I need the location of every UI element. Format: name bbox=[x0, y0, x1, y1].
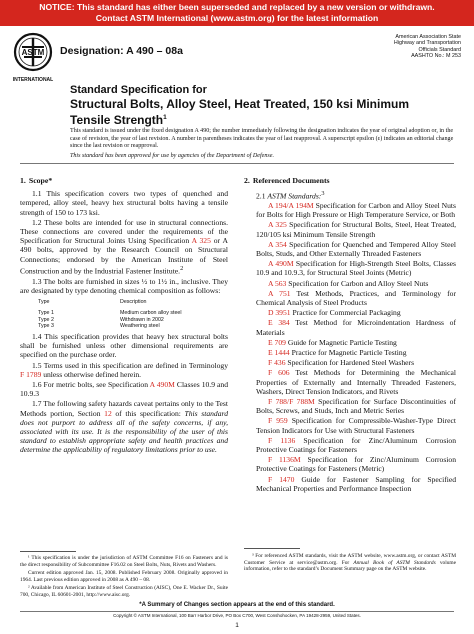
ref-link-a490m[interactable]: A 490M bbox=[149, 379, 175, 389]
footnotes-left bbox=[20, 555, 228, 601]
paragraph-1-7: 1.7 The following safety hazards caveat pertains only to the Test Methods portion, Section 12 of this specification: This standard does not purport to address all of the safety concerns, if any, associated with its use. It is the responsibility of the user of this standard to establish appropriate safety and health practices and determine the applicability of regulatory limitations prior to use. bbox=[20, 399, 228, 455]
reference-title: Guide for Fastener Sampling for Specified Mechanical Properties and Performance Inspection bbox=[256, 474, 457, 493]
reference-item bbox=[244, 289, 456, 307]
reference-title: Specification for Compressible-Washer-Type Direct Tension Indicators for Use with Structural Fasteners bbox=[256, 416, 456, 435]
ref-link-a325[interactable]: A 325 bbox=[191, 236, 211, 246]
reference-item bbox=[244, 220, 456, 238]
copyright-line: Copyright © ASTM International, 100 Barr Harbor Drive, PO Box C700, West Conshohocken, PA 19428-2959, United States. bbox=[113, 613, 361, 618]
footnote-2: ² Available from American Institute of Steel Construction (AISC), One E. Wacker Dr., Suite 700, Chicago, IL 60601-2001, http://www.aisc.org. bbox=[20, 585, 228, 598]
document-title bbox=[70, 83, 450, 127]
footnote-3: ³ For referenced ASTM standards, visit the ASTM website, www.astm.org, or contact ASTM Customer Service at service@astm.org. For Annual Book of ASTM Standards volume information, refer to the standard’s Document Summary page on the ASTM website. bbox=[244, 553, 456, 573]
reference-title: Specification for Quenched and Tempered Alloy Steel Bolts, Studs, and Other Externally Threaded Fasteners bbox=[256, 239, 456, 258]
reference-title: Practice for Commercial Packaging bbox=[290, 308, 401, 318]
footnote-divider bbox=[20, 551, 76, 552]
reference-item bbox=[244, 358, 456, 367]
aashto-line: American Association State bbox=[395, 34, 461, 40]
paragraph-1-2: 1.2 These bolts are intended for use in structural connections. These connections are covered under the requirements of the Specification for Structural Joints Using Specification A 325 or A 490 bolts, approved by the Research Council on Structural Connections; endorsed by the American Institute of Steel Construction and by the Industrial Fastener Institute.$^2$ bbox=[20, 217, 229, 276]
reference-item bbox=[244, 475, 456, 493]
astm-logo-icon bbox=[10, 31, 56, 89]
reference-code-link[interactable]: E 709 bbox=[268, 337, 286, 347]
reference-item bbox=[244, 338, 456, 347]
paragraph-1-5: 1.5 Terms used in this specification are defined in Terminology F 1789 unless otherwise defined herein. bbox=[20, 360, 228, 379]
footnotes-right bbox=[244, 553, 456, 575]
type-table-row: Type 2 Withdrawn in 2002 bbox=[38, 316, 164, 323]
reference-code-link[interactable]: F 1136 bbox=[268, 435, 296, 445]
summary-of-changes-note: *A Summary of Changes section appears at the end of this standard. bbox=[139, 602, 335, 608]
reference-item bbox=[244, 436, 456, 454]
reference-code-link[interactable]: F 1136M bbox=[268, 455, 301, 465]
header-divider bbox=[20, 163, 454, 164]
type-table bbox=[38, 299, 228, 330]
reference-item bbox=[244, 279, 456, 288]
paragraph-1-6: 1.6 For metric bolts, see Specification A 490M Classes 10.9 and 10.9.3 bbox=[20, 379, 228, 399]
footnote-1-edition: Current edition approved Jan. 15, 2008. Published February 2008. Originally approved in 1964. Last previous edition approved in 2008 as A 490 – 08. bbox=[20, 570, 228, 583]
reference-title: Specification for Zinc/Aluminum Corrosion Protective Coatings for Fasteners bbox=[256, 435, 456, 455]
designation: Designation: A 490 – 08a bbox=[60, 45, 183, 57]
aashto-block bbox=[394, 34, 461, 60]
reference-item bbox=[244, 397, 456, 415]
paragraph-1-1: 1.1 This specification covers two types of quenched and tempered, alloy steel, heavy hex structural bolts having a tensile strength of 150 to 173 ksi. bbox=[20, 189, 228, 217]
aashto-line: Officials Standard bbox=[418, 46, 461, 53]
reference-title: Test Method for Microindentation Hardness of Materials bbox=[256, 318, 456, 337]
reference-code-link[interactable]: F 959 bbox=[268, 416, 288, 426]
reference-item bbox=[244, 259, 456, 277]
reference-item bbox=[244, 240, 456, 258]
reference-item bbox=[244, 318, 456, 336]
logo-brand-text: ASTM bbox=[21, 48, 45, 57]
dod-approval-note: This standard has been approved for use by agencies of the Department of Defense. bbox=[70, 153, 274, 159]
page-number: 1 bbox=[235, 622, 239, 629]
issuance-note: This standard is issued under the fixed designation A 490; the number immediately following the designation indicates the year of original adoption or, in the case of revision, the year of last revision. A number in parentheses indicates the year of last reapproval. A superscript epsilon (ε) indicates an editorial change since the last revision or reapproval. bbox=[70, 128, 454, 150]
paragraph-1-3: 1.3 The bolts are furnished in sizes ½ to 1½ in., inclusive. They are designated by type denoting chemical composition as follows: bbox=[20, 276, 228, 295]
reference-title: Test Methods, Practices, and Terminology for Chemical Analysis of Steel Products bbox=[256, 288, 456, 307]
notice-banner bbox=[0, 0, 474, 26]
reference-title: Specification for Carbon and Alloy Steel Nuts for Bolts for High Pressure or High Temperature Service, or Both bbox=[256, 200, 456, 220]
footnote-1: ¹ This specification is under the jurisdiction of ASTM Committee F16 on Fasteners and is the direct responsibility of Subcommittee F16.02 on Steel Bolts, Nuts, Rivets and Washers. bbox=[20, 555, 228, 568]
reference-code-link[interactable]: E 1444 bbox=[268, 347, 290, 357]
reference-title: Practice for Magnetic Particle Testing bbox=[289, 347, 407, 357]
notice-line-2: Contact ASTM International (www.astm.org) for the latest information bbox=[95, 13, 379, 23]
reference-title: Test Methods for Determining the Mechanical Properties of Externally and Internally Threaded Fasteners, Washers, Direct Tension Indicators, and Rivets bbox=[256, 368, 456, 396]
reference-item bbox=[244, 348, 456, 357]
right-column bbox=[244, 176, 456, 493]
reference-title: Specification for Structural Bolts, Steel, Heat Treated, 120/105 ksi Minimum Tensile Strength bbox=[256, 220, 457, 239]
left-column bbox=[20, 176, 228, 455]
type-table-header: Type Description bbox=[38, 298, 147, 305]
reference-code-link[interactable]: A 490M bbox=[268, 259, 294, 269]
reference-code-link[interactable]: D 3951 bbox=[268, 308, 291, 318]
reference-item bbox=[244, 201, 456, 219]
reference-code-link[interactable]: A 751 bbox=[268, 288, 291, 298]
reference-code-link[interactable]: F 436 bbox=[268, 358, 286, 368]
reference-title: Specification for Zinc/Aluminum Corrosion Protective Coatings for Fasteners (Metric) bbox=[256, 455, 457, 474]
paragraph-1-4: 1.4 This specification provides that heavy hex structural bolts shall be furnished unless other dimensional requirements are specified on the purchase order. bbox=[20, 331, 228, 360]
type-table-row: Type 3 Weathering steel bbox=[38, 323, 160, 330]
astm-logo bbox=[10, 31, 56, 89]
astm-standards-label: 2.1 ASTM Standards:$^3$ bbox=[256, 190, 325, 201]
reference-item bbox=[244, 416, 456, 434]
title-line-3: Tensile Strength$^1$ bbox=[70, 113, 167, 127]
aashto-line: Highway and Transportation bbox=[393, 40, 461, 47]
reference-code-link[interactable]: A 563 bbox=[268, 278, 287, 288]
reference-item bbox=[244, 308, 456, 317]
reference-title: Specification for High-Strength Steel Bolts, Classes 10.9 and 10.9.3, for Structural Steel Joints (Metric) bbox=[256, 259, 456, 278]
aashto-line: AASHTO No.: M 253 bbox=[411, 53, 461, 60]
footnote-divider bbox=[244, 548, 300, 549]
reference-title: Specification for Hardened Steel Washers bbox=[285, 358, 415, 368]
ref-link-section-12[interactable]: 12 bbox=[104, 408, 112, 418]
reference-code-link[interactable]: F 606 bbox=[268, 368, 290, 378]
ref-link-f1789[interactable]: F 1789 bbox=[20, 369, 42, 379]
title-line-1: Standard Specification for bbox=[70, 84, 207, 96]
reference-item bbox=[244, 455, 456, 473]
reference-code-link[interactable]: F 788/F 788M bbox=[268, 397, 315, 406]
logo-sub-text: INTERNATIONAL bbox=[12, 77, 54, 83]
reference-item bbox=[244, 368, 456, 396]
section-heading-scope: 1. Scope* bbox=[20, 176, 53, 185]
reference-code-link[interactable]: E 384 bbox=[268, 318, 290, 328]
reference-title: Guide for Magnetic Particle Testing bbox=[285, 337, 397, 347]
reference-title: Specification for Carbon and Alloy Steel Nuts bbox=[286, 278, 429, 288]
notice-line-1: NOTICE: This standard has either been superseded and replaced by a new version or withdrawn. bbox=[39, 2, 435, 12]
reference-code-link[interactable]: A 194/A 194M bbox=[268, 200, 314, 210]
reference-code-link[interactable]: A 325 bbox=[268, 220, 287, 230]
type-table-row: Type 1 Medium carbon alloy steel bbox=[38, 310, 182, 317]
reference-title: Specification for Surface Discontinuities of Bolts, Screws, and Studs, Inch and Metric Series bbox=[256, 397, 456, 416]
footer-divider bbox=[20, 611, 454, 612]
section-heading-references: 2. Referenced Documents bbox=[244, 176, 330, 185]
reference-code-link[interactable]: A 354 bbox=[268, 239, 287, 249]
title-line-2: Structural Bolts, Alloy Steel, Heat Treated, 150 ksi Minimum bbox=[70, 97, 409, 111]
reference-list bbox=[244, 201, 456, 493]
reference-code-link[interactable]: F 1470 bbox=[268, 474, 295, 484]
